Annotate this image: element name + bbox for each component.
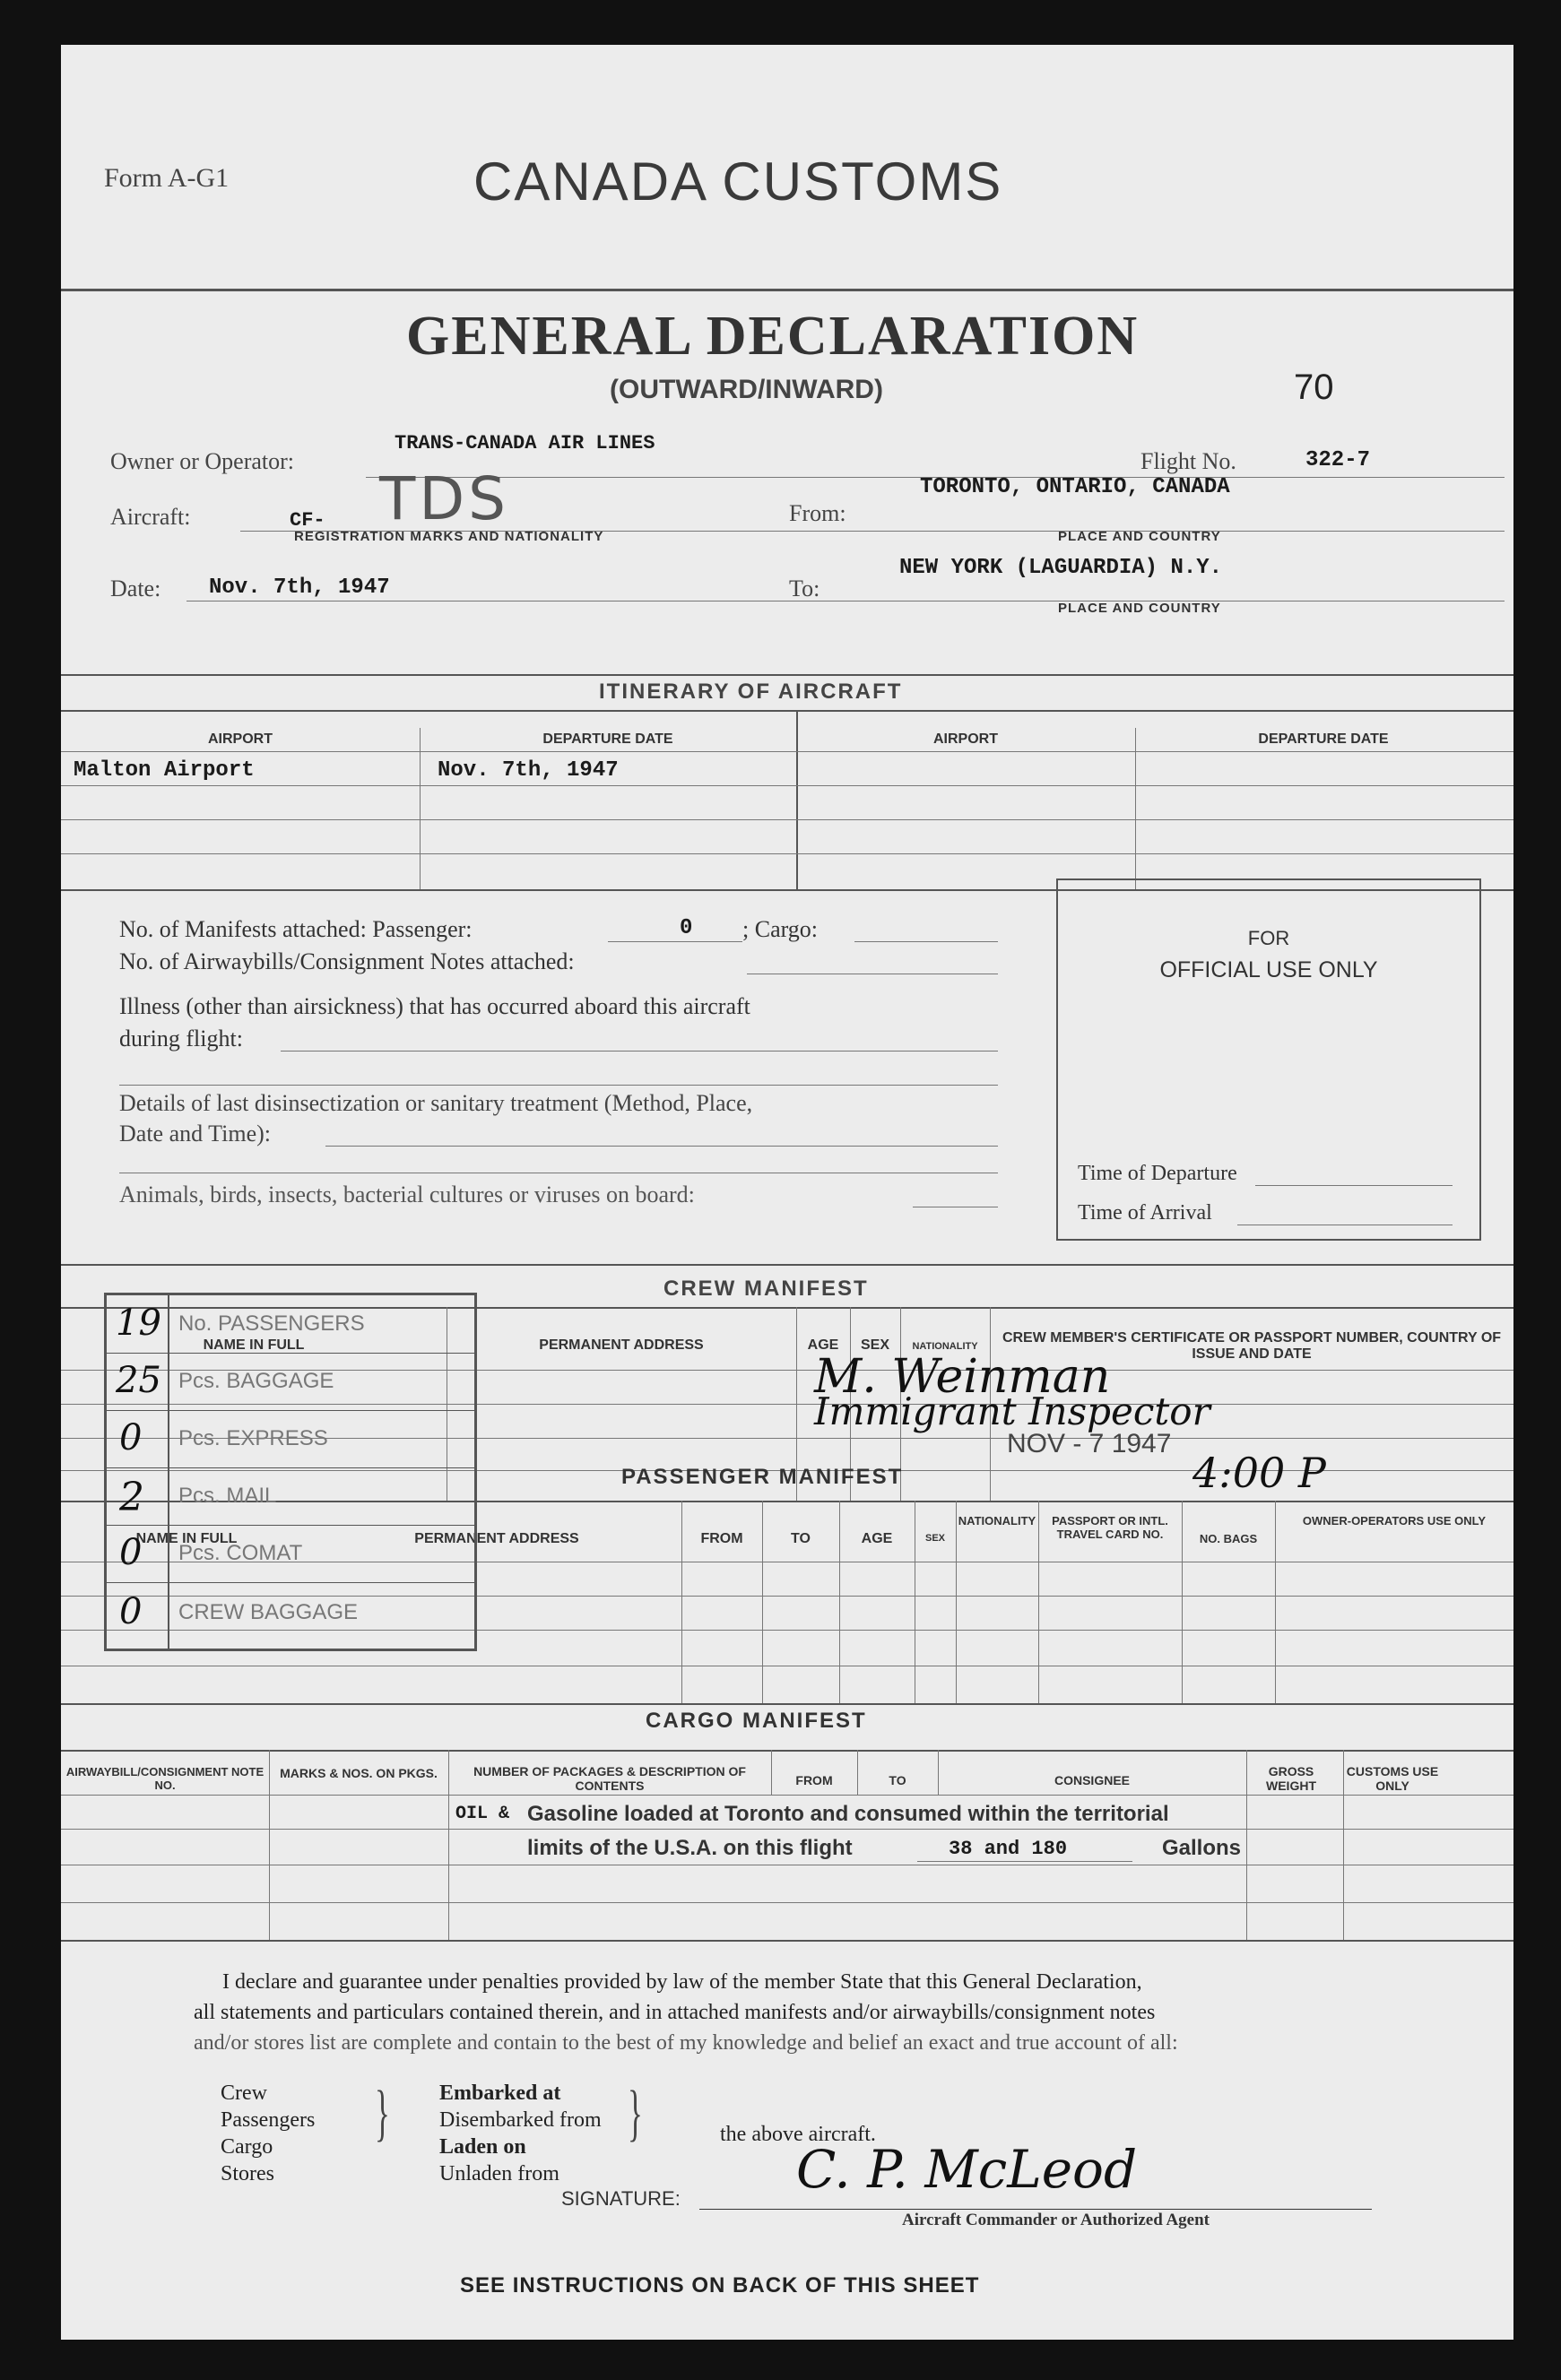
footer-instructions: SEE INSTRUCTIONS ON BACK OF THIS SHEET	[460, 2273, 980, 2298]
decl-right-unladen: Unladen from	[439, 2162, 559, 2185]
cargo-oil-mark: OIL &	[455, 1804, 510, 1824]
form-title: GENERAL DECLARATION	[406, 306, 1140, 367]
declaration-form	[61, 45, 1513, 2340]
signer-role: Aircraft Commander or Authorized Agent	[902, 2211, 1210, 2229]
animals-label: Animals, birds, insects, bacterial cultures or viruses on board:	[119, 1181, 695, 1207]
itinerary-airport-value: Malton Airport	[74, 758, 255, 783]
itinerary-col-airport-2: AIRPORT	[933, 731, 998, 747]
crew-col-name: NAME IN FULL	[203, 1337, 305, 1353]
to-label: To:	[789, 576, 820, 601]
from-label: From:	[789, 500, 846, 526]
pax-col-to: TO	[791, 1531, 811, 1546]
stamp-baggage-count: 25	[116, 1360, 161, 1401]
stamp-passengers-label: No. PASSENGERS	[178, 1311, 365, 1336]
pax-col-sex: SEX	[924, 1533, 945, 1544]
cargo-gasoline-line-1: Gasoline loaded at Toronto and consumed within the territorial	[527, 1802, 1169, 1826]
customs-count-stamp	[104, 1293, 477, 1651]
page-number: 70	[1294, 368, 1334, 407]
pax-col-name: NAME IN FULL	[135, 1531, 238, 1546]
illness-label: Illness (other than airsickness) that has occurred aboard this aircraft	[119, 993, 750, 1019]
cargo-col-marks: MARKS & NOS. ON PKGS.	[280, 1766, 438, 1780]
declaration-right-list	[439, 2080, 602, 2187]
cargo-col-consignee: CONSIGNEE	[1054, 1773, 1130, 1787]
cargo-col-packages: NUMBER OF PACKAGES & DESCRIPTION OF CONTENTS	[473, 1764, 746, 1794]
commander-signature: C. P. McLeod	[796, 2139, 1138, 2200]
inspector-signature: M. Weinman	[814, 1350, 1111, 1404]
passenger-manifest-count: 0	[680, 916, 693, 940]
date-label: Date:	[110, 576, 161, 601]
manifest-count-label: No. of Manifests attached: Passenger:	[119, 916, 473, 942]
flight-label: Flight No.	[1140, 448, 1236, 474]
stamp-baggage-label: Pcs. BAGGAGE	[178, 1369, 334, 1393]
itinerary-col-airport-1: AIRPORT	[208, 731, 273, 747]
inspector-date-stamp: NOV - 7 1947	[1007, 1429, 1172, 1458]
declaration-left-list	[221, 2080, 315, 2187]
pax-col-address: PERMANENT ADDRESS	[414, 1531, 579, 1546]
pax-col-age: AGE	[861, 1531, 893, 1546]
cargo-gasoline-amount: 38 and 180	[949, 1838, 1068, 1860]
passenger-manifest-title: PASSENGER MANIFEST	[621, 1465, 904, 1489]
stamp-express-count: 0	[119, 1417, 143, 1458]
declaration-suffix: the above aircraft.	[720, 2123, 876, 2146]
cargo-col-airwaybill: AIRWAYBILL/CONSIGNMENT NOTE NO.	[65, 1765, 265, 1792]
stamp-crew-baggage-count: 0	[119, 1591, 143, 1632]
crew-manifest-title: CREW MANIFEST	[663, 1277, 869, 1301]
right-brace: }	[628, 2079, 643, 2148]
declaration-line-2: all statements and particulars contained therein, and in attached manifests and/or airwaybills/consignment notes	[194, 2001, 1156, 2024]
crew-col-address: PERMANENT ADDRESS	[539, 1337, 704, 1353]
cargo-col-customs: CUSTOMS USE ONLY	[1346, 1764, 1439, 1794]
pax-col-bags: NO. BAGS	[1199, 1532, 1258, 1545]
stamp-passengers-count: 19	[116, 1303, 161, 1344]
cargo-col-weight: GROSS WEIGHT	[1266, 1764, 1316, 1794]
itinerary-date-value: Nov. 7th, 1947	[438, 758, 619, 783]
agency-title: CANADA CUSTOMS	[473, 151, 1003, 212]
crew-col-age: AGE	[807, 1337, 839, 1353]
itinerary-title: ITINERARY OF AIRCRAFT	[599, 679, 903, 704]
aircraft-handwritten: TDS	[379, 464, 510, 533]
inspection-time: 4:00 P	[1192, 1449, 1326, 1497]
decl-right-embarked: Embarked at	[439, 2081, 561, 2105]
declaration-line-3: and/or stores list are complete and contain to the best of my knowledge and belief an exact and true account of all:	[194, 2031, 1178, 2055]
cargo-col-to: TO	[889, 1773, 906, 1787]
flight-value: 322-7	[1305, 448, 1371, 472]
header-rule	[61, 289, 1513, 291]
stamp-express-label: Pcs. EXPRESS	[178, 1426, 328, 1450]
cargo-gallons-label: Gallons	[1162, 1836, 1242, 1860]
stamp-crew-baggage-label: CREW BAGGAGE	[178, 1600, 359, 1624]
stamp-mail-label: Pcs. MAIL	[178, 1484, 277, 1508]
time-of-departure-label: Time of Departure	[1078, 1162, 1237, 1185]
decl-left-stores: Stores	[221, 2162, 274, 2185]
crew-col-sex: SEX	[860, 1337, 889, 1353]
time-of-arrival-label: Time of Arrival	[1078, 1201, 1212, 1225]
signature-label: SIGNATURE:	[561, 2187, 681, 2210]
stamp-comat-label: Pcs. COMAT	[178, 1541, 303, 1565]
crew-col-nationality: NATIONALITY	[912, 1341, 978, 1352]
official-for-label: FOR	[1247, 927, 1290, 949]
owner-label: Owner or Operator:	[110, 448, 295, 474]
cargo-manifest-title: CARGO MANIFEST	[646, 1709, 867, 1733]
airwaybills-label: No. of Airwaybills/Consignment Notes attached:	[119, 948, 575, 974]
stamp-comat-count: 0	[119, 1532, 143, 1573]
date-value: Nov. 7th, 1947	[209, 576, 390, 600]
from-place-caption: PLACE AND COUNTRY	[1058, 529, 1221, 544]
aircraft-value: CF-	[290, 509, 325, 532]
pax-col-passport: PASSPORT OR INTL. TRAVEL CARD NO.	[1052, 1514, 1168, 1541]
pax-col-nationality: NATIONALITY	[958, 1514, 1036, 1528]
cargo-col-from: FROM	[795, 1773, 833, 1787]
decl-left-cargo: Cargo	[221, 2135, 273, 2159]
illness-label-2: during flight:	[119, 1026, 243, 1052]
pax-col-from: FROM	[700, 1531, 743, 1546]
official-use-title: OFFICIAL USE ONLY	[1159, 957, 1378, 982]
form-subtitle: (OUTWARD/INWARD)	[610, 375, 883, 404]
owner-value: TRANS-CANADA AIR LINES	[395, 432, 655, 454]
inspector-title: Immigrant Inspector	[814, 1389, 1210, 1433]
cargo-gasoline-line-2: limits of the U.S.A. on this flight	[527, 1836, 853, 1860]
decl-left-crew: Crew	[221, 2081, 267, 2105]
official-use-box	[1056, 878, 1481, 1241]
itinerary-col-date-2: DEPARTURE DATE	[1258, 731, 1389, 747]
to-place-caption: PLACE AND COUNTRY	[1058, 601, 1221, 616]
itinerary-col-date-1: DEPARTURE DATE	[542, 731, 673, 747]
to-value: NEW YORK (LAGUARDIA) N.Y.	[899, 556, 1223, 580]
from-value: TORONTO, ONTARIO, CANADA	[920, 475, 1230, 499]
decl-right-laden: Laden on	[439, 2135, 526, 2159]
form-number: Form A-G1	[104, 163, 230, 193]
pax-col-owner: OWNER-OPERATORS USE ONLY	[1302, 1514, 1487, 1528]
declaration-line-1: I declare and guarantee under penalties provided by law of the member State that this General Declaration,	[222, 1970, 1142, 1994]
registration-caption: REGISTRATION MARKS AND NATIONALITY	[294, 529, 604, 544]
aircraft-label: Aircraft:	[110, 504, 191, 530]
disinsect-label: Details of last disinsectization or sanitary treatment (Method, Place,	[119, 1090, 753, 1116]
crew-col-certificate: CREW MEMBER'S CERTIFICATE OR PASSPORT NUMBER, COUNTRY OF ISSUE AND DATE	[1002, 1330, 1502, 1363]
decl-left-passengers: Passengers	[221, 2108, 316, 2132]
stamp-mail-count: 2	[119, 1475, 144, 1520]
cargo-manifest-label: ; Cargo:	[742, 916, 819, 942]
disinsect-label-2: Date and Time):	[119, 1121, 271, 1147]
decl-right-disembarked: Disembarked from	[439, 2108, 602, 2132]
left-brace: }	[375, 2079, 390, 2148]
